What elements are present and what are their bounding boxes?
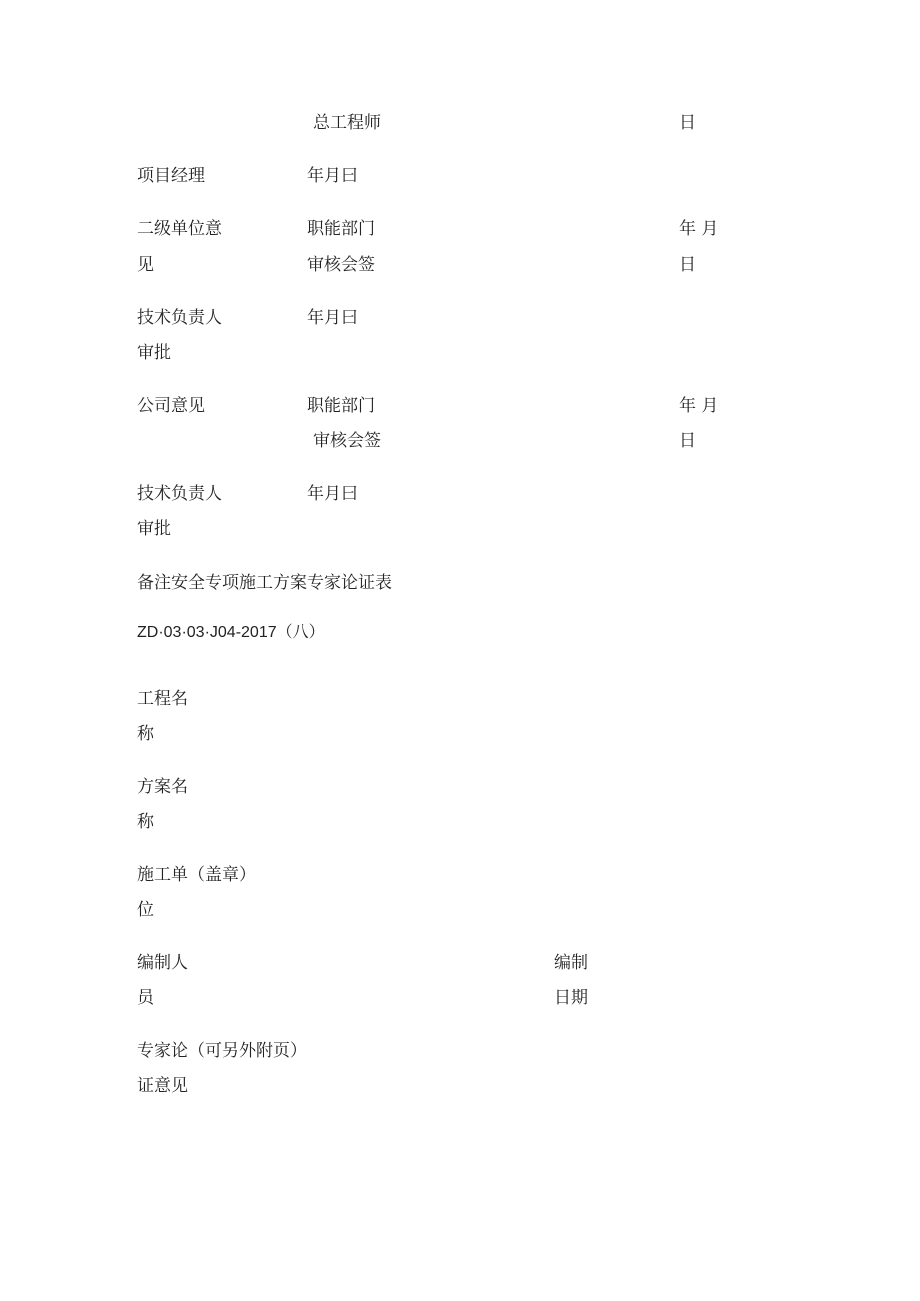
project-manager-label: 项目经理 [137,166,205,186]
secondary-unit-label-line2: 见 [137,255,154,275]
functional-dept-label-2: 职能部门 [307,396,375,416]
chief-engineer-day: 日 [679,113,696,133]
tech-lead-date-2: 年月曰 [307,484,358,504]
tech-lead-label-1-line2: 审批 [137,343,171,363]
expert-opinion-label-line1: 专家论（可另外附页） [137,1041,307,1061]
day-2: 日 [679,431,696,451]
project-name-label-line2: 称 [137,724,154,744]
year-month-2: 年 月 [679,396,719,416]
year-month-1: 年 月 [679,219,719,239]
expert-opinion-label-line2: 证意见 [137,1076,188,1096]
chief-engineer-label: 总工程师 [313,113,381,133]
review-sign-label-1: 审核会签 [307,255,375,275]
tech-lead-date-1: 年月曰 [307,308,358,328]
tech-lead-label-1-line1: 技术负责人 [137,308,222,328]
tech-lead-label-2-line2: 审批 [137,519,171,539]
day-1: 日 [679,255,696,275]
compile-date-label-line2: 日期 [554,988,588,1008]
company-opinion-label: 公司意见 [137,396,205,416]
scheme-name-label-line2: 称 [137,812,154,832]
form-code: ZD·03·03·J04-2017（八） [137,624,325,641]
project-manager-date: 年月曰 [307,166,358,186]
compiler-label-line1: 编制人 [137,953,188,973]
compiler-label-line2: 员 [137,988,154,1008]
scheme-name-label-line1: 方案名 [137,777,188,797]
project-name-label-line1: 工程名 [137,689,188,709]
functional-dept-label-1: 职能部门 [307,219,375,239]
remarks-title: 备注安全专项施工方案专家论证表 [137,573,392,593]
secondary-unit-label-line1: 二级单位意 [137,219,222,239]
construction-unit-label-line2: 位 [137,900,154,920]
review-sign-label-2: 审核会签 [313,431,381,451]
compile-date-label-line1: 编制 [554,953,588,973]
construction-unit-label-line1: 施工单（盖章） [137,865,256,885]
tech-lead-label-2-line1: 技术负责人 [137,484,222,504]
